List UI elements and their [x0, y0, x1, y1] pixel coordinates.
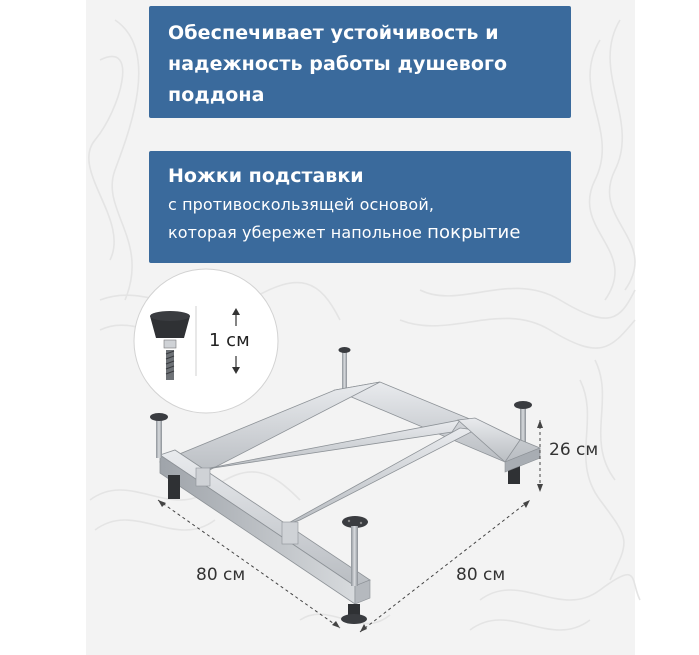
width-left-label: 80 см — [196, 565, 246, 585]
foot-detail-inset — [134, 269, 278, 413]
legs-line-2-end: покрытие — [427, 222, 521, 243]
leg-far-back — [339, 347, 351, 394]
width-right-label: 80 см — [456, 565, 506, 585]
height-label: 26 см — [549, 440, 599, 460]
legs-line-2-start: которая убережет напольное — [168, 223, 428, 242]
stability-line-2: надежность работы душевого — [168, 53, 508, 75]
adjust-range-label: 1 см — [209, 330, 250, 351]
legs-line-1: с противоскользящей основой, — [168, 195, 435, 214]
stability-line-3: поддона — [168, 84, 265, 106]
legs-heading: Ножки подставки — [168, 165, 364, 187]
stability-line-1: Обеспечивает устойчивость и — [168, 22, 499, 44]
